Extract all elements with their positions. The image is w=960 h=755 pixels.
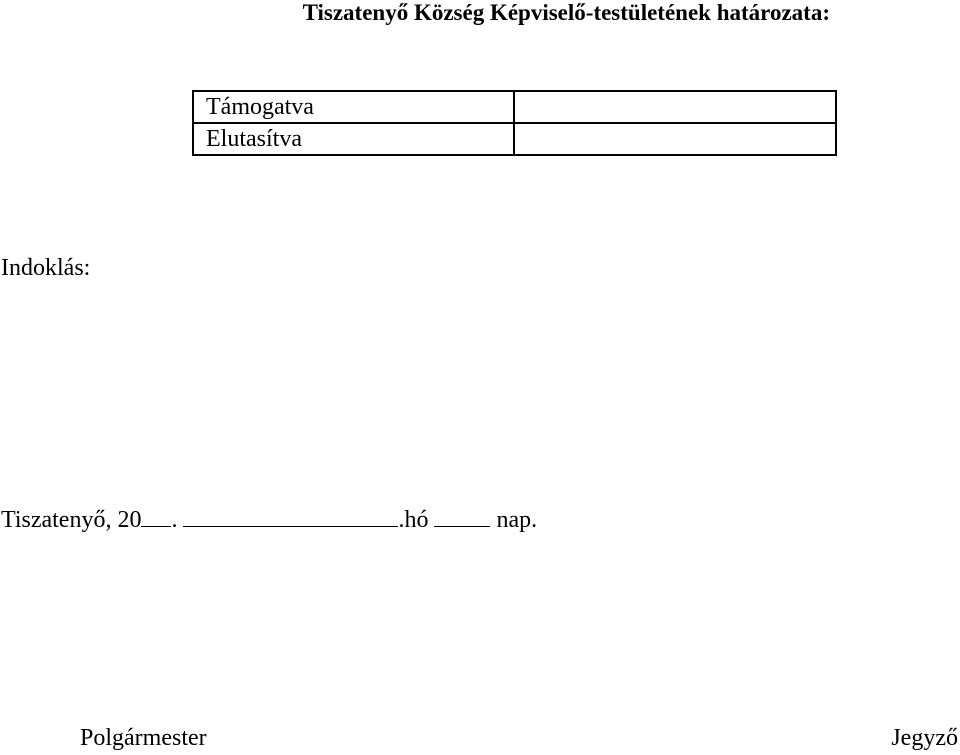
decision-mark-cell[interactable] (514, 91, 836, 123)
mayor-signature-label: Polgármester (80, 725, 207, 751)
decision-row-supported (193, 91, 836, 123)
decision-option-label: Támogatva (193, 91, 514, 123)
decision-mark-cell[interactable] (514, 123, 836, 155)
date-separator: . (171, 507, 184, 533)
decision-table (192, 90, 837, 156)
decision-row-rejected (193, 123, 836, 155)
month-blank[interactable] (183, 505, 398, 527)
year-blank[interactable] (141, 505, 171, 527)
notary-signature-label: Jegyző (891, 725, 958, 751)
resolution-title: Tiszatenyő Község Képviselő-testületének határozata: (302, 0, 830, 25)
day-suffix: nap. (496, 507, 538, 533)
day-blank[interactable] (434, 505, 490, 527)
place-year-prefix: Tiszatenyő, 20 (1, 507, 142, 533)
justification-label: Indoklás: (1, 255, 91, 281)
date-line (1, 505, 537, 534)
decision-option-label: Elutasítva (193, 123, 514, 155)
month-suffix: .hó (398, 507, 429, 533)
